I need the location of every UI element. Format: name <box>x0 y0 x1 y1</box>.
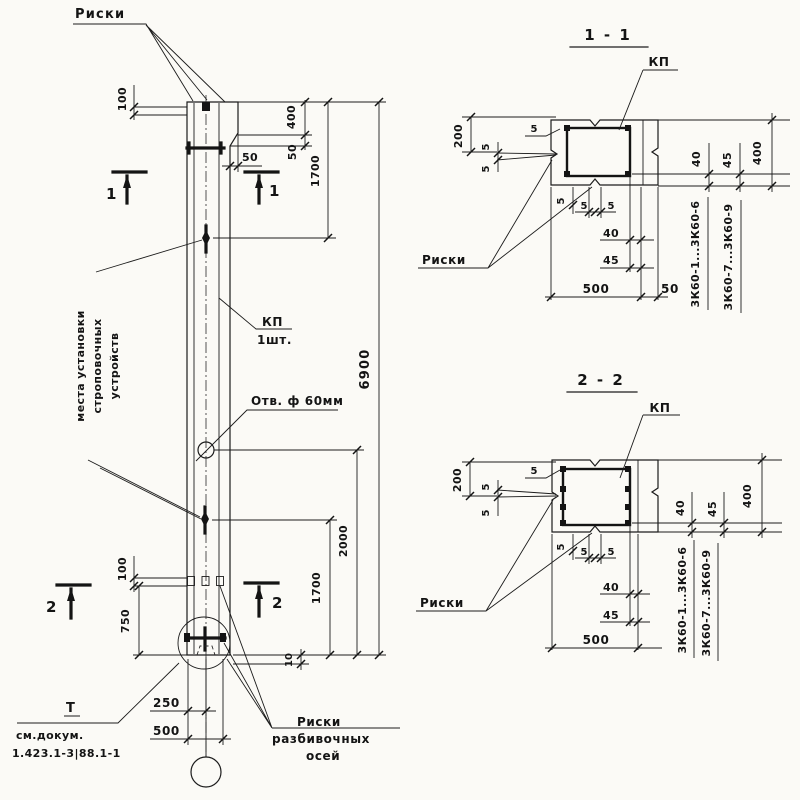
dim-250: 250 <box>153 696 180 710</box>
section1-title: 1 - 1 <box>584 26 632 44</box>
section2-dim-200: 200 <box>451 467 464 493</box>
section2-title: 2 - 2 <box>577 371 625 389</box>
t-ref-label: Т <box>66 701 77 716</box>
dim-2000: 2000 <box>337 524 350 558</box>
section1-rebar-cage <box>567 128 630 176</box>
section2-rebar-dots <box>560 466 631 526</box>
section1-dim-45-right: 45 <box>721 151 734 169</box>
section2-leader-lines <box>416 415 680 611</box>
dim-50-vert: 50 <box>286 143 299 161</box>
strop-label-line2: строповочных <box>91 318 104 414</box>
dim-400-top: 400 <box>285 104 298 130</box>
section2-dim-500: 500 <box>582 633 610 647</box>
section1-dim-40-bottom: 40 <box>602 227 620 240</box>
section1-dim-40-right: 40 <box>690 150 703 168</box>
dim-750: 750 <box>119 608 132 634</box>
section2-dim-5-bottom-b: 5 <box>607 547 615 558</box>
section2-dim-400: 400 <box>741 483 754 509</box>
section-1-1 <box>418 26 790 313</box>
dimension-ticks <box>130 98 383 743</box>
section1-dim-5-bottom-rot: 5 <box>556 197 567 205</box>
lifting-point-upper <box>202 226 210 252</box>
section1-dim-45-bottom: 45 <box>602 254 620 267</box>
hole-label: Отв. ф 60мм <box>251 394 344 408</box>
section1-rebar-dots <box>564 125 631 177</box>
riski-axes-line3: осей <box>306 749 341 763</box>
section1-kp-label: КП <box>648 55 670 69</box>
section-digit-1-left: 1 <box>106 185 119 203</box>
section2-dim-45-right: 45 <box>706 500 719 518</box>
lifting-point-lower <box>201 507 209 533</box>
strop-label-line3: устройств <box>108 332 121 400</box>
section2-dim-5-left-b: 5 <box>481 509 492 517</box>
section-digit-1-right: 1 <box>269 182 282 200</box>
dim-500-bottom: 500 <box>153 724 180 738</box>
dim-6900: 6900 <box>358 348 373 390</box>
section2-dim-5-bottom-rot: 5 <box>556 543 567 551</box>
section1-dim-5-bottom-b: 5 <box>607 201 615 212</box>
elevation-view <box>12 7 400 787</box>
see-doc-label: см.докум. <box>16 729 84 742</box>
dim-100-top: 100 <box>116 86 129 112</box>
section1-dim-200: 200 <box>452 123 465 149</box>
dim-50-horiz: 50 <box>241 151 259 164</box>
section2-dim-5-left-a: 5 <box>481 483 492 491</box>
doc-number: 1.423.1-3|88.1-1 <box>12 747 121 760</box>
riski-axes-line2: разбивочных <box>272 732 371 746</box>
section2-dim-45-bottom: 45 <box>602 609 620 622</box>
dim-100-bottom: 100 <box>116 556 129 582</box>
section1-mark-range-1: 3К60-1...3К60-6 <box>689 200 702 308</box>
section-2-2 <box>416 371 782 661</box>
section1-leader-lines <box>418 70 678 268</box>
section2-mark-range-2: 3К60-7...3К60-9 <box>700 549 713 657</box>
section2-extension-lines <box>462 460 782 650</box>
riski-axes-line1: Риски <box>297 715 341 729</box>
section2-dim-5-bottom-a: 5 <box>580 547 588 558</box>
riski-top-label: Риски <box>75 7 126 22</box>
dim-1700-top: 1700 <box>309 154 322 188</box>
section2-dim-5-top: 5 <box>530 466 538 477</box>
section2-riski-label: Риски <box>420 596 464 610</box>
section2-dimension-lines <box>470 453 762 661</box>
section1-dim-5-left-b: 5 <box>481 165 492 173</box>
section2-outline <box>552 460 658 532</box>
dim-1700-bottom: 1700 <box>310 571 323 605</box>
section2-dimension-ticks <box>466 456 766 652</box>
section-digit-2-right: 2 <box>272 594 285 612</box>
section2-dim-40-right: 40 <box>674 499 687 517</box>
section-digit-2-left: 2 <box>46 598 59 616</box>
section1-riski-label: Риски <box>422 253 466 267</box>
section1-dim-50: 50 <box>661 282 679 296</box>
section1-dim-400: 400 <box>751 140 764 166</box>
section1-dim-5-bottom-a: 5 <box>580 201 588 212</box>
section1-dim-5-left-a: 5 <box>481 143 492 151</box>
kp-qty-label: 1шт. <box>257 333 293 347</box>
bottom-marks <box>184 577 226 656</box>
section2-mark-range-1: 3К60-1...3К60-6 <box>676 546 689 654</box>
section1-dim-5-top: 5 <box>530 124 538 135</box>
section2-kp-label: КП <box>649 401 671 415</box>
dim-10: 10 <box>284 653 295 667</box>
section1-dim-500: 500 <box>582 282 610 296</box>
section1-mark-range-2: 3К60-7...3К60-9 <box>722 203 735 311</box>
section2-dim-40-bottom: 40 <box>602 581 620 594</box>
kp-label: КП <box>262 315 284 329</box>
top-mark <box>187 102 224 153</box>
strop-label-line1: места установки <box>74 310 87 422</box>
